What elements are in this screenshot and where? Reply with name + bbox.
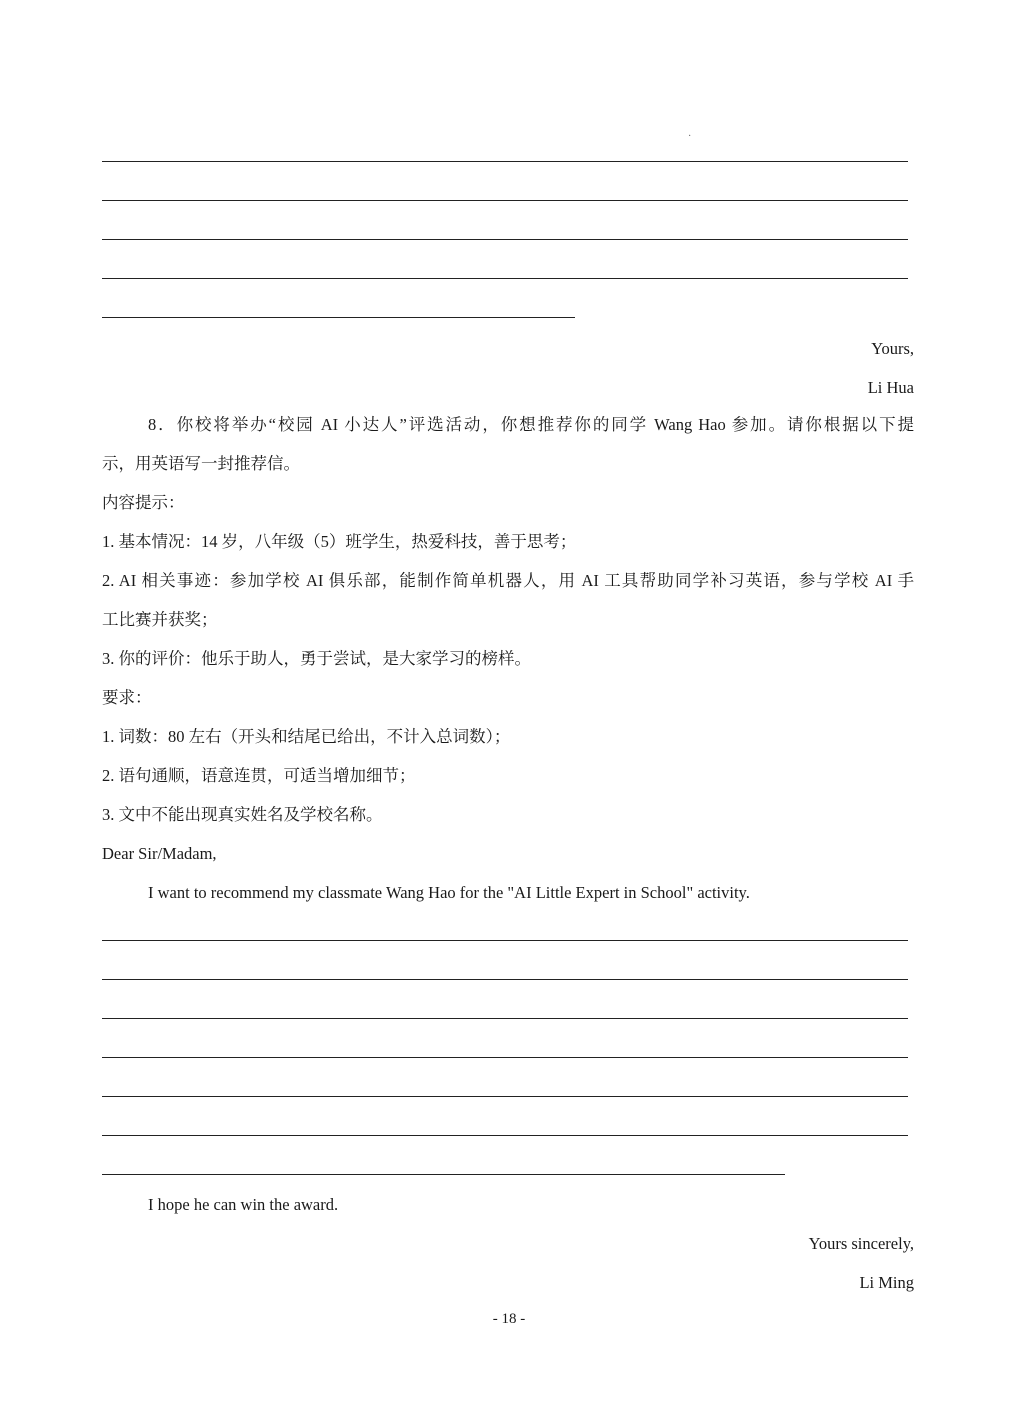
answer-line [102, 1135, 908, 1136]
answer-line [102, 1057, 908, 1058]
top-letter-signature: Li Hua [867, 378, 914, 397]
page-number: - 18 - [492, 1311, 526, 1327]
hints-title: 内容提示： [102, 493, 185, 512]
answer-line [102, 239, 908, 240]
letter-opening: I want to recommend my classmate Wang Hao for the "AI Little Expert in School" activity. [148, 883, 750, 902]
letter-ending: I hope he can win the award. [148, 1195, 339, 1214]
answer-line-short [102, 1174, 785, 1175]
requirement-2: 2. 语句通顺，语意连贯，可适当增加细节； [102, 766, 416, 785]
answer-line [102, 940, 908, 941]
question-prompt-line1: 8．你校将举办“校园 AI 小达人”评选活动，你想推荐你的同学 Wang Hao 参加。请你根据以下提 [148, 415, 914, 434]
hint-3: 3. 你的评价：他乐于助人，勇于尝试，是大家学习的榜样。 [102, 649, 531, 668]
hint-2-line2: 工比赛并获奖； [102, 610, 218, 629]
stray-mark: · [688, 131, 692, 142]
answer-line [102, 278, 908, 279]
hint-1: 1. 基本情况：14 岁，八年级（5）班学生，热爱科技，善于思考； [102, 532, 577, 551]
answer-line [102, 200, 908, 201]
requirement-3: 3. 文中不能出现真实姓名及学校名称。 [102, 805, 383, 824]
top-letter-closing: Yours, [871, 339, 914, 358]
letter-signature: Li Ming [859, 1273, 914, 1292]
question-prompt-line2: 示，用英语写一封推荐信。 [102, 454, 300, 473]
answer-line [102, 979, 908, 980]
requirement-1: 1. 词数：80 左右（开头和结尾已给出，不计入总词数）； [102, 727, 511, 746]
answer-line [102, 161, 908, 162]
letter-greeting: Dear Sir/Madam, [102, 844, 217, 863]
answer-line [102, 1018, 908, 1019]
hint-2-line1: 2. AI 相关事迹：参加学校 AI 俱乐部，能制作简单机器人，用 AI 工具帮助同学补习英语，参与学校 AI 手 [102, 571, 914, 590]
answer-line [102, 1096, 908, 1097]
letter-closing: Yours sincerely, [808, 1234, 914, 1253]
answer-line-short [102, 317, 575, 318]
requirements-title: 要求： [102, 688, 152, 707]
